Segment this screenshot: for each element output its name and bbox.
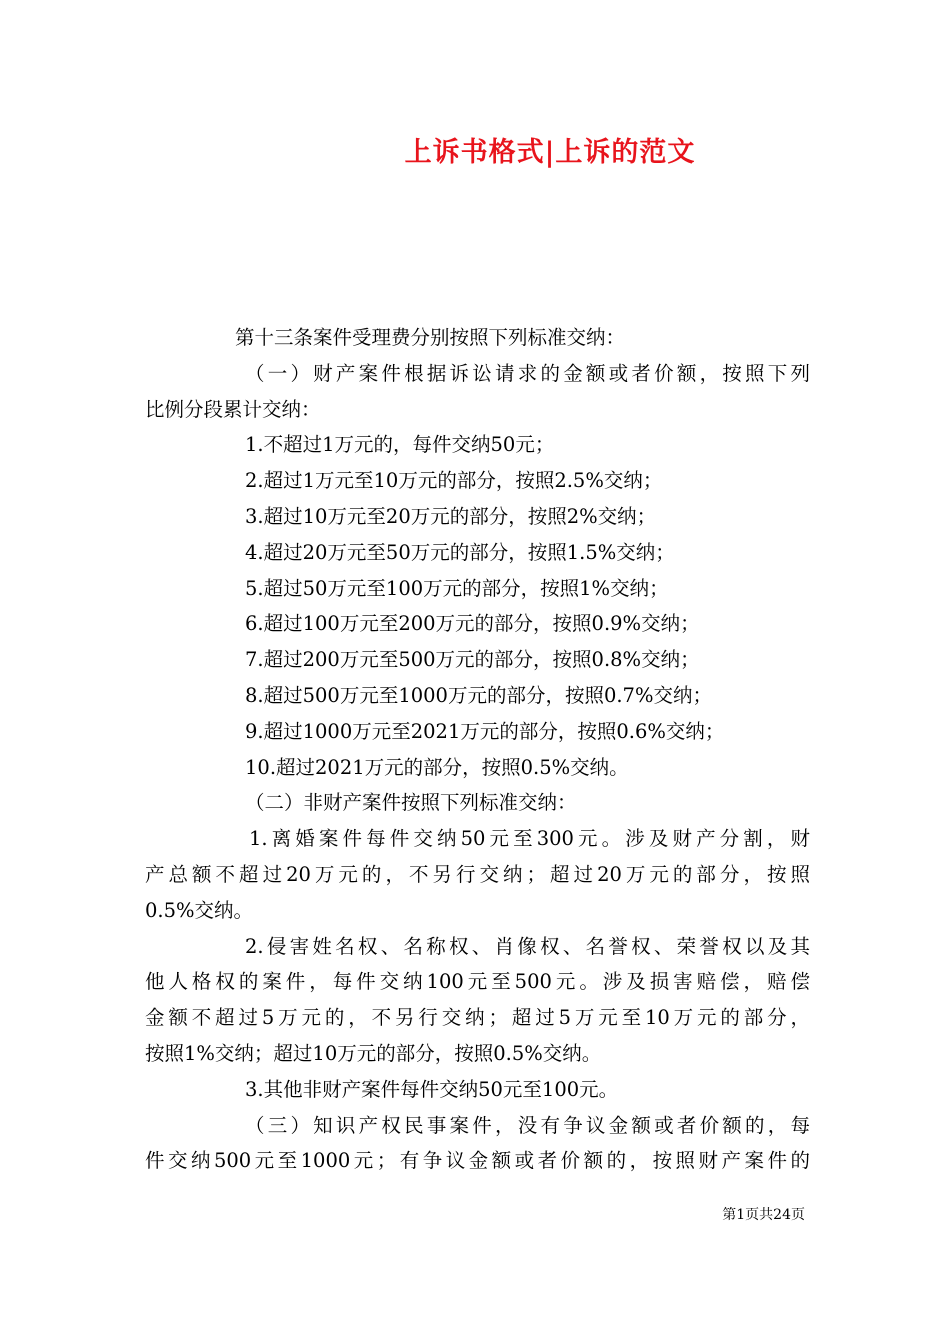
page-title: 上诉书格式|上诉的范文 — [404, 137, 696, 168]
text-line: 10.超过2021万元的部分，按照0.5%交纳。 — [245, 755, 629, 779]
text-line: 8.超过500万元至1000万元的部分，按照0.7%交纳； — [245, 683, 712, 707]
text-line: 6.超过100万元至200万元的部分，按照0.9%交纳； — [245, 612, 700, 636]
document-body — [145, 320, 810, 1179]
text-line: 金额不超过5万元的，不另行交纳；超过5万元至10万元的部分， — [145, 1006, 810, 1030]
text-line: 3.其他非财产案件每件交纳50元至100元。 — [245, 1077, 619, 1101]
text-line: 比例分段累计交纳： — [145, 397, 321, 421]
text-line: 他人格权的案件，每件交纳100元至500元。涉及损害赔偿，赔偿 — [145, 970, 810, 994]
page-number: 第1页共24页 — [722, 1207, 805, 1223]
text-line: （一）财产案件根据诉讼请求的金额或者价额，按照下列 — [245, 361, 810, 385]
text-line: 1.离婚案件每件交纳50元至300元。涉及财产分割，财 — [249, 827, 810, 851]
text-line: 2.侵害姓名权、名称权、肖像权、名誉权、荣誉权以及其 — [245, 934, 810, 958]
text-line: 0.5%交纳。 — [145, 898, 254, 922]
text-line: 7.超过200万元至500万元的部分，按照0.8%交纳； — [245, 648, 700, 672]
text-line: 5.超过50万元至100万元的部分，按照1%交纳； — [245, 576, 669, 600]
text-line: 3.超过10万元至20万元的部分，按照2%交纳； — [245, 504, 657, 528]
text-line: 产总额不超过20万元的，不另行交纳；超过20万元的部分，按照 — [145, 862, 810, 886]
text-line: 第十三条案件受理费分别按照下列标准交纳： — [235, 326, 626, 349]
text-line: 按照1%交纳；超过10万元的部分，按照0.5%交纳。 — [145, 1041, 602, 1065]
text-line: （二）非财产案件按照下列标准交纳： — [245, 791, 577, 815]
text-line: 2.超过1万元至10万元的部分，按照2.5%交纳； — [245, 469, 663, 493]
text-line: 1.不超过1万元的，每件交纳50元； — [245, 433, 555, 457]
text-line: 件交纳500元至1000元；有争议金额或者价额的，按照财产案件的 — [145, 1149, 810, 1173]
text-line: （三）知识产权民事案件，没有争议金额或者价额的，每 — [245, 1113, 810, 1137]
text-line: 4.超过20万元至50万元的部分，按照1.5%交纳； — [245, 540, 675, 564]
text-line: 9.超过1000万元至2021万元的部分，按照0.6%交纳； — [245, 719, 725, 743]
